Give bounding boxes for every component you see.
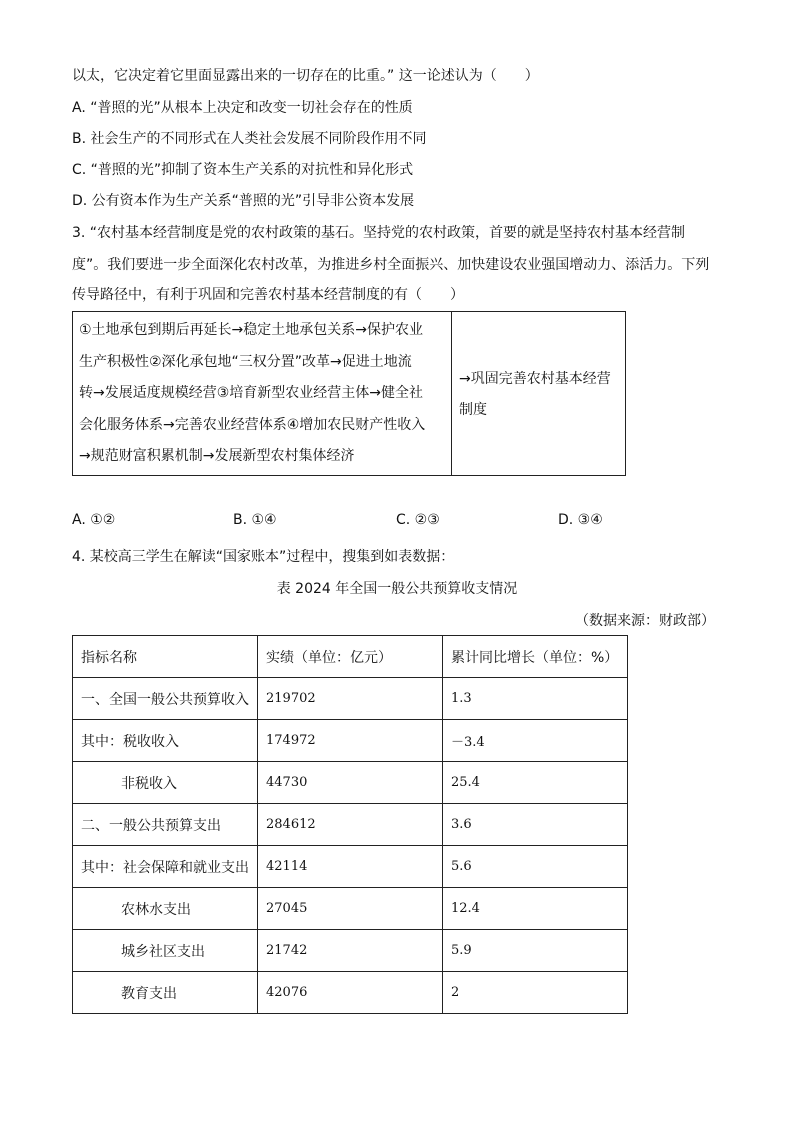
indicator-growth: 5.9 — [443, 930, 628, 972]
table-source: （数据来源：财政部） — [575, 613, 715, 629]
indicator-name: 其中：社会保障和就业支出 — [73, 846, 258, 888]
indicator-growth: －3.4 — [443, 720, 628, 762]
table-row — [73, 930, 628, 972]
q3-path-result — [459, 364, 619, 426]
indicator-name: 教育支出 — [73, 972, 258, 1014]
table-row — [73, 846, 628, 888]
q3-option-a: A. ①② — [72, 512, 116, 528]
q3-path-line: ①土地承包到期后再延长→稳定土地承包关系→保护农业 — [79, 322, 424, 338]
table-row — [73, 678, 628, 720]
column-header: 实绩（单位：亿元） — [258, 636, 443, 678]
indicator-value: 42076 — [258, 972, 443, 1014]
indicator-growth: 1.3 — [443, 678, 628, 720]
q2-option-a: A. “普照的光”从根本上决定和改变一切社会存在的性质 — [72, 100, 413, 116]
budget-table — [72, 635, 628, 1014]
q4-stem: 4. 某校高三学生在解读“国家账本”过程中，搜集到如表数据： — [72, 549, 455, 565]
indicator-name: 二、一般公共预算支出 — [73, 804, 258, 846]
q3-path-line: →规范财富积累机制→发展新型农村集体经济 — [79, 448, 355, 464]
table-row — [73, 804, 628, 846]
indicator-growth: 2 — [443, 972, 628, 1014]
q2-stem-tail: 以太，它决定着它里面显露出来的一切存在的比重。” 这一论述认为（ ） — [72, 68, 539, 84]
indicator-value: 219702 — [258, 678, 443, 720]
q3-result-line: →巩固完善农村基本经营 — [459, 371, 611, 387]
indicator-value: 42114 — [258, 846, 443, 888]
indicator-name: 一、全国一般公共预算收入 — [73, 678, 258, 720]
indicator-name: 其中：税收收入 — [73, 720, 258, 762]
indicator-value: 21742 — [258, 930, 443, 972]
q3-option-c: C. ②③ — [396, 512, 440, 528]
q2-option-c: C. “普照的光”抑制了资本生产关系的对抗性和异化形式 — [72, 162, 414, 178]
indicator-growth: 12.4 — [443, 888, 628, 930]
column-header: 累计同比增长（单位：%） — [443, 636, 628, 678]
q2-option-d: D. 公有资本作为生产关系“普照的光”引导非公资本发展 — [72, 193, 415, 209]
indicator-value: 27045 — [258, 888, 443, 930]
q2-option-b: B. 社会生产的不同形式在人类社会发展不同阶段作用不同 — [72, 131, 427, 147]
indicator-name: 城乡社区支出 — [73, 930, 258, 972]
q3-path-line: 转→发展适度规模经营③培育新型农业经营主体→健全社 — [79, 385, 424, 401]
q3-path-line: 会化服务体系→完善农业经营体系④增加农民财产性收入 — [79, 416, 426, 433]
q3-path-box — [72, 311, 626, 476]
q3-stem-line-1: 3. “农村基本经营制度是党的农村政策的基石。坚持党的农村政策，首要的就是坚持农村基本经营制 — [72, 225, 686, 241]
indicator-growth: 25.4 — [443, 762, 628, 804]
indicator-value: 44730 — [258, 762, 443, 804]
indicator-name: 农林水支出 — [73, 888, 258, 930]
table-row — [73, 762, 628, 804]
q3-result-line: 制度 — [459, 402, 487, 418]
q3-option-b: B. ①④ — [233, 512, 277, 528]
table-row — [73, 888, 628, 930]
q3-stem-line-2: 度”。我们要进一步全面深化农村改革，为推进乡村全面振兴、加快建设农业强国增动力、添活力。下列 — [72, 257, 710, 273]
table-caption: 表 2024 年全国一般公共预算收支情况 — [276, 581, 518, 597]
indicator-value: 174972 — [258, 720, 443, 762]
indicator-growth: 5.6 — [443, 846, 628, 888]
q3-stem-line-3: 传导路径中，有利于巩固和完善农村基本经营制度的有（ ） — [72, 287, 464, 303]
indicator-growth: 3.6 — [443, 804, 628, 846]
indicator-name: 非税收入 — [73, 762, 258, 804]
indicator-value: 284612 — [258, 804, 443, 846]
table-header-row — [73, 636, 628, 678]
q3-path-line: 生产积极性②深化承包地“三权分置”改革→促进土地流 — [79, 353, 412, 370]
column-header: 指标名称 — [73, 636, 258, 678]
table-row — [73, 720, 628, 762]
table-row — [73, 972, 628, 1014]
q3-option-d: D. ③④ — [558, 512, 603, 528]
q3-path-list — [73, 312, 452, 475]
